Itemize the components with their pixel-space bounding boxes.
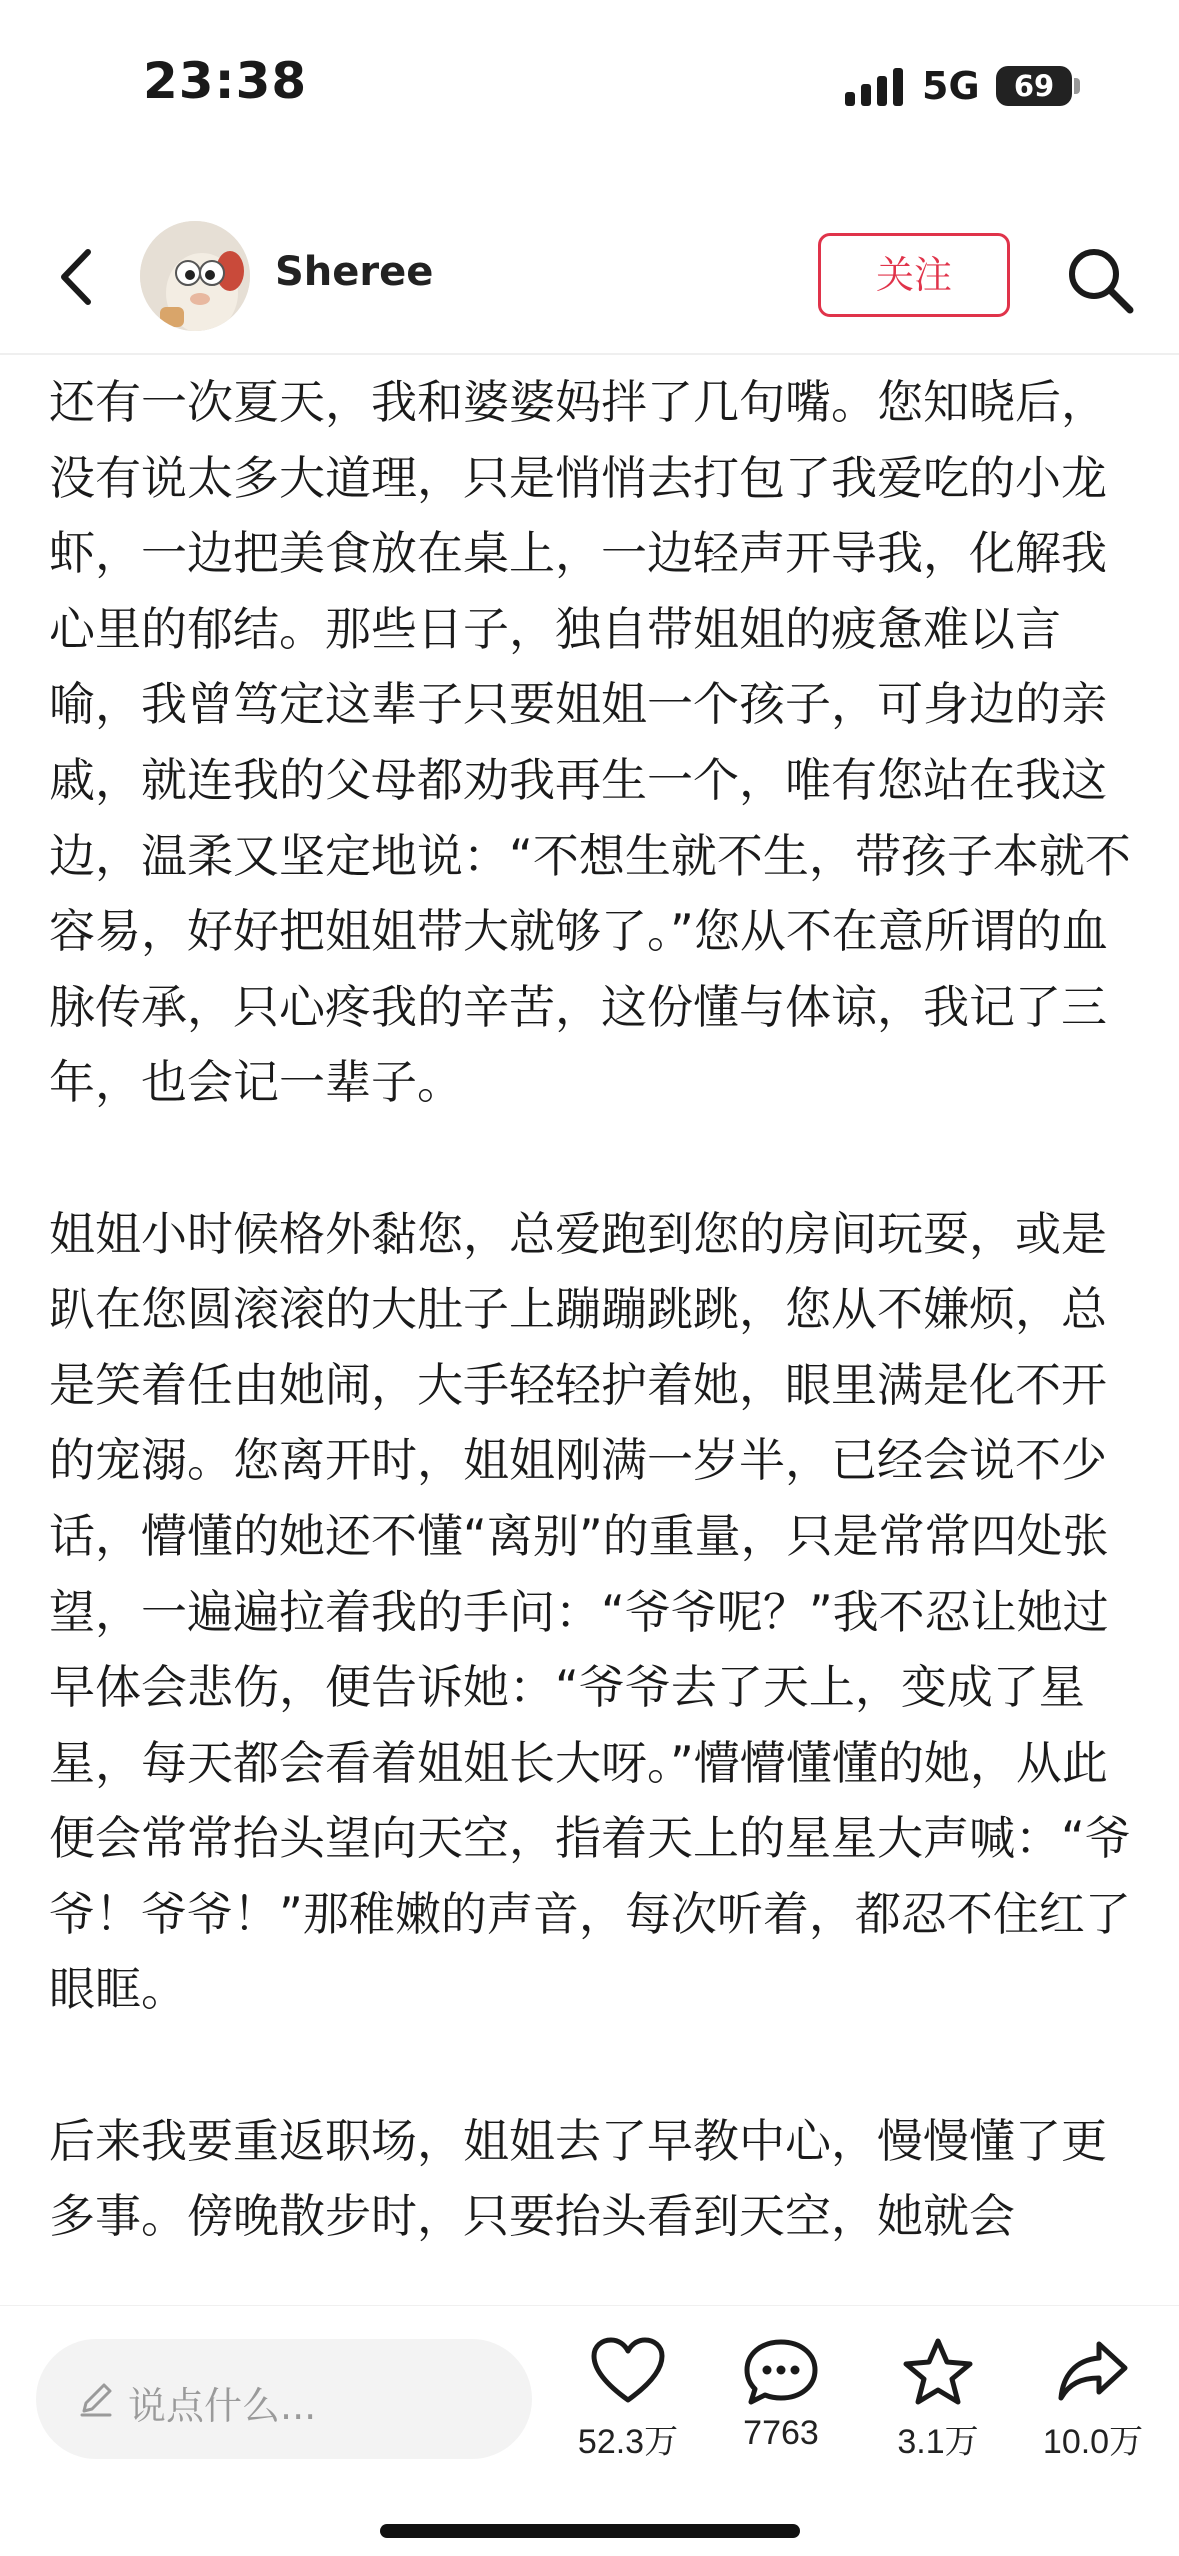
back-button[interactable]	[48, 240, 108, 315]
post-content	[49, 365, 1139, 2300]
heart-icon	[590, 2336, 666, 2408]
follow-button[interactable]: 关注	[818, 233, 1010, 317]
avatar[interactable]	[140, 221, 250, 331]
star-icon	[900, 2336, 976, 2408]
status-bar	[0, 0, 1179, 160]
favorite-button[interactable]	[863, 2336, 1013, 2496]
comment-bubble-icon	[743, 2336, 819, 2408]
comment-input[interactable]	[36, 2339, 532, 2459]
paragraph: 姐姐小时候格外黏您，总爱跑到您的房间玩耍，或是趴在您圆滚滚的大肚子上蹦蹦跳跳，您从不嫌烦，总是笑着任由她闹，大手轻轻护着她，眼里满是化不开的宠溺。您离开时，姐姐刚满一岁半，已经会说不少话，懵懂的她还不懂“离别”的重量，只是常常四处张望，一遍遍拉着我的手问：“爷爷呢？”我不忍让她过早体会悲伤，便告诉她：“爷爷去了天上，变成了星星，每天都会看着姐姐长大呀。”懵懵懂懂的她，从此便会常常抬头望向天空，指着天上的星星大声喊：“爷爷！爷爷！”那稚嫩的声音，每次听着，都忍不住红了眼眶。	[49, 1206, 1131, 2017]
comment-count: 7763	[743, 2414, 819, 2452]
search-icon	[1060, 240, 1140, 320]
home-indicator	[380, 2524, 800, 2538]
paragraph: 还有一次夏天，我和婆婆妈拌了几句嘴。您知晓后，没有说太多大道理，只是悄悄去打包了我爱吃的小龙虾，一边把美食放在桌上，一边轻声开导我，化解我心里的郁结。那些日子，独自带姐姐的疲惫难以言喻，我曾笃定这辈子只要姐姐一个孩子，可身边的亲戚，就连我的父母都劝我再生一个，唯有您站在我这边，温柔又坚定地说：“不想生就不生，带孩子本就不容易，好好把姐姐带大就够了。”您从不在意所谓的血脉传承，只心疼我的辛苦，这份懂与体谅，我记了三年，也会记一辈子。	[49, 375, 1131, 1110]
username[interactable]: Sheree	[275, 249, 434, 295]
battery-cap	[1074, 78, 1080, 94]
signal-icon	[845, 68, 903, 106]
avatar-image	[140, 221, 250, 331]
comment-button[interactable]	[706, 2336, 856, 2496]
pen-icon	[74, 2377, 118, 2421]
share-arrow-icon	[1055, 2336, 1131, 2408]
like-button[interactable]	[553, 2336, 703, 2496]
search-button[interactable]	[1060, 240, 1140, 320]
battery-icon	[996, 66, 1072, 106]
share-button[interactable]	[1018, 2336, 1168, 2496]
chevron-left-icon	[48, 240, 108, 315]
share-count: 10.0万	[1042, 2423, 1144, 2461]
network-type: 5G	[922, 64, 980, 108]
battery-level: 69	[1013, 69, 1055, 103]
status-time: 23:38	[143, 52, 308, 110]
paragraph: 后来我要重返职场，姐姐去了早教中心，慢慢懂了更多事。傍晚散步时，只要抬头看到天空，她就会	[49, 2113, 1107, 2244]
like-count: 52.3万	[577, 2423, 679, 2461]
comment-placeholder: 说点什么...	[128, 2384, 317, 2428]
favorite-count: 3.1万	[897, 2423, 979, 2461]
bottom-action-bar	[0, 2305, 1179, 2556]
post-header	[0, 205, 1179, 355]
